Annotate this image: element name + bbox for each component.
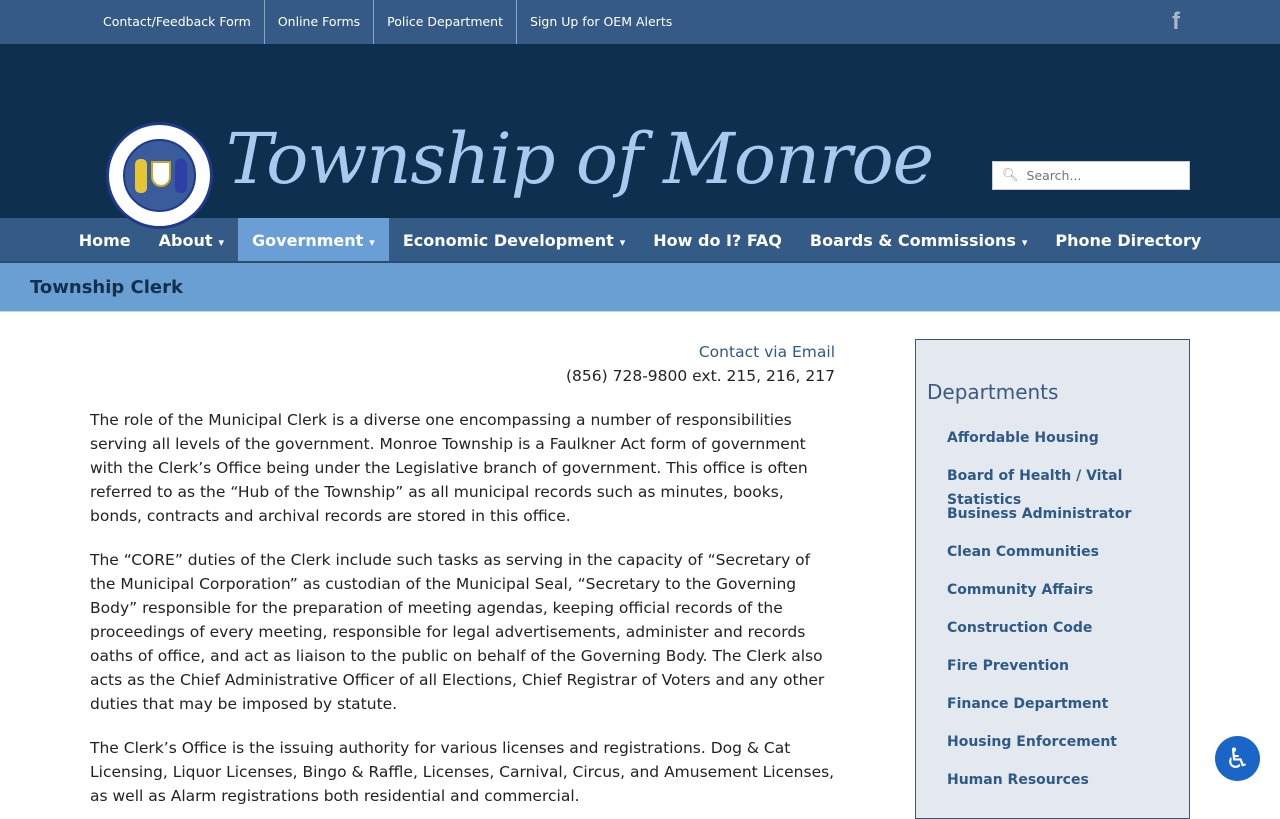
chevron-down-icon: ▾ <box>369 236 375 249</box>
sidebar-item[interactable]: Clean Communities <box>947 544 1099 560</box>
sidebar-item[interactable]: Finance Department <box>947 696 1109 712</box>
nav-label: Phone Directory <box>1055 231 1202 250</box>
nav-item-government[interactable] <box>238 218 389 261</box>
nav-item-how-do-i-faq[interactable] <box>639 218 796 261</box>
page-title-bar <box>0 263 1280 312</box>
contact-email-link[interactable]: Contact via Email <box>698 343 835 361</box>
top-bar <box>0 0 1280 44</box>
top-link-online-forms[interactable]: Online Forms <box>265 0 374 44</box>
chevron-down-icon: ▾ <box>218 236 225 249</box>
nav-item-boards-commissions[interactable] <box>796 218 1041 261</box>
search-box[interactable] <box>992 161 1190 190</box>
nav-label: Government <box>252 231 364 250</box>
phone-number: (856) 728-9800 ext. 215, 216, 217 <box>566 367 835 385</box>
sidebar-item[interactable]: Affordable Housing <box>947 430 1099 446</box>
paragraph: The “CORE” duties of the Clerk include such tasks as serving in the capacity of “Secretary of the Municipal Corporation” as custodian of the Municipal Seal, “Secretary to the Governing Body” responsible for the preparation of meeting agendas, keeping official records of the proceedings of every meeting, responsible for legal advertisements, administer and records oaths of office, and act as liaison to the public on behalf of the Governing Body. The Clerk also acts as the Chief Administrative Officer of all Elections, Chief Registrar of Voters and any other duties that may be imposed by statute. <box>90 551 825 713</box>
township-seal-logo[interactable] <box>106 122 213 229</box>
page-title: Township Clerk <box>30 277 183 298</box>
contact-info <box>90 340 835 388</box>
nav-label: Boards & Commissions <box>809 231 1016 250</box>
top-links <box>90 0 685 44</box>
paragraph: The role of the Municipal Clerk is a diverse one encompassing a number of responsibilities serving all levels of the government. Monroe Township is a Faulkner Act form of government with the Clerk’s Office being under the Legislative branch of government. This office is often referred to as the “Hub of the Township” as all municipal records such as minutes, books, bonds, contracts and archival records are stored in this office. <box>90 411 808 525</box>
top-link-oem-alerts[interactable]: Sign Up for OEM Alerts <box>530 14 673 29</box>
top-link-contact-feedback[interactable]: Contact/Feedback Form <box>90 0 265 44</box>
main-nav <box>0 218 1280 263</box>
sidebar-item[interactable]: Human Resources <box>947 772 1089 788</box>
nav-label: About <box>158 231 213 250</box>
search-input[interactable] <box>1027 168 1187 183</box>
nav-item-home[interactable] <box>65 218 145 261</box>
nav-item-phone-directory[interactable] <box>1041 218 1215 261</box>
site-logo-text[interactable]: Township of Monroe <box>226 118 934 200</box>
accessibility-icon[interactable]: ♿ <box>1215 736 1260 781</box>
sidebar-item[interactable]: Construction Code <box>947 620 1093 636</box>
sidebar-title: Departments <box>927 380 1059 404</box>
main-content <box>90 340 835 808</box>
search-icon: 🔍︎ <box>1002 168 1019 183</box>
facebook-icon[interactable]: f <box>1172 8 1180 35</box>
nav-label: Economic Development <box>402 231 614 250</box>
chevron-down-icon: ▾ <box>1021 236 1028 249</box>
nav-item-economic-development[interactable] <box>389 218 639 261</box>
nav-label: How do I? FAQ <box>653 231 782 250</box>
sidebar-item[interactable]: Board of Health / Vital Statistics <box>947 468 1123 508</box>
sidebar-item[interactable]: Housing Enforcement <box>947 734 1117 750</box>
sidebar-item[interactable]: Fire Prevention <box>947 658 1069 674</box>
chevron-down-icon: ▾ <box>619 236 626 249</box>
sidebar-item[interactable]: Community Affairs <box>947 582 1094 598</box>
top-link-police[interactable]: Police Department <box>374 0 517 44</box>
paragraph: The Clerk’s Office is the issuing authority for various licenses and registrations. Dog & Cat Licensing, Liquor Licenses, Bingo & Raffle, Licenses, Carnival, Circus, and Amusement Licenses, as well as Alarm registrations both residential and commercial. <box>90 739 835 805</box>
site-header <box>0 44 1280 218</box>
nav-label: Home <box>78 231 131 250</box>
sidebar-item[interactable]: Business Administrator <box>947 506 1132 522</box>
departments-sidebar <box>915 339 1190 819</box>
